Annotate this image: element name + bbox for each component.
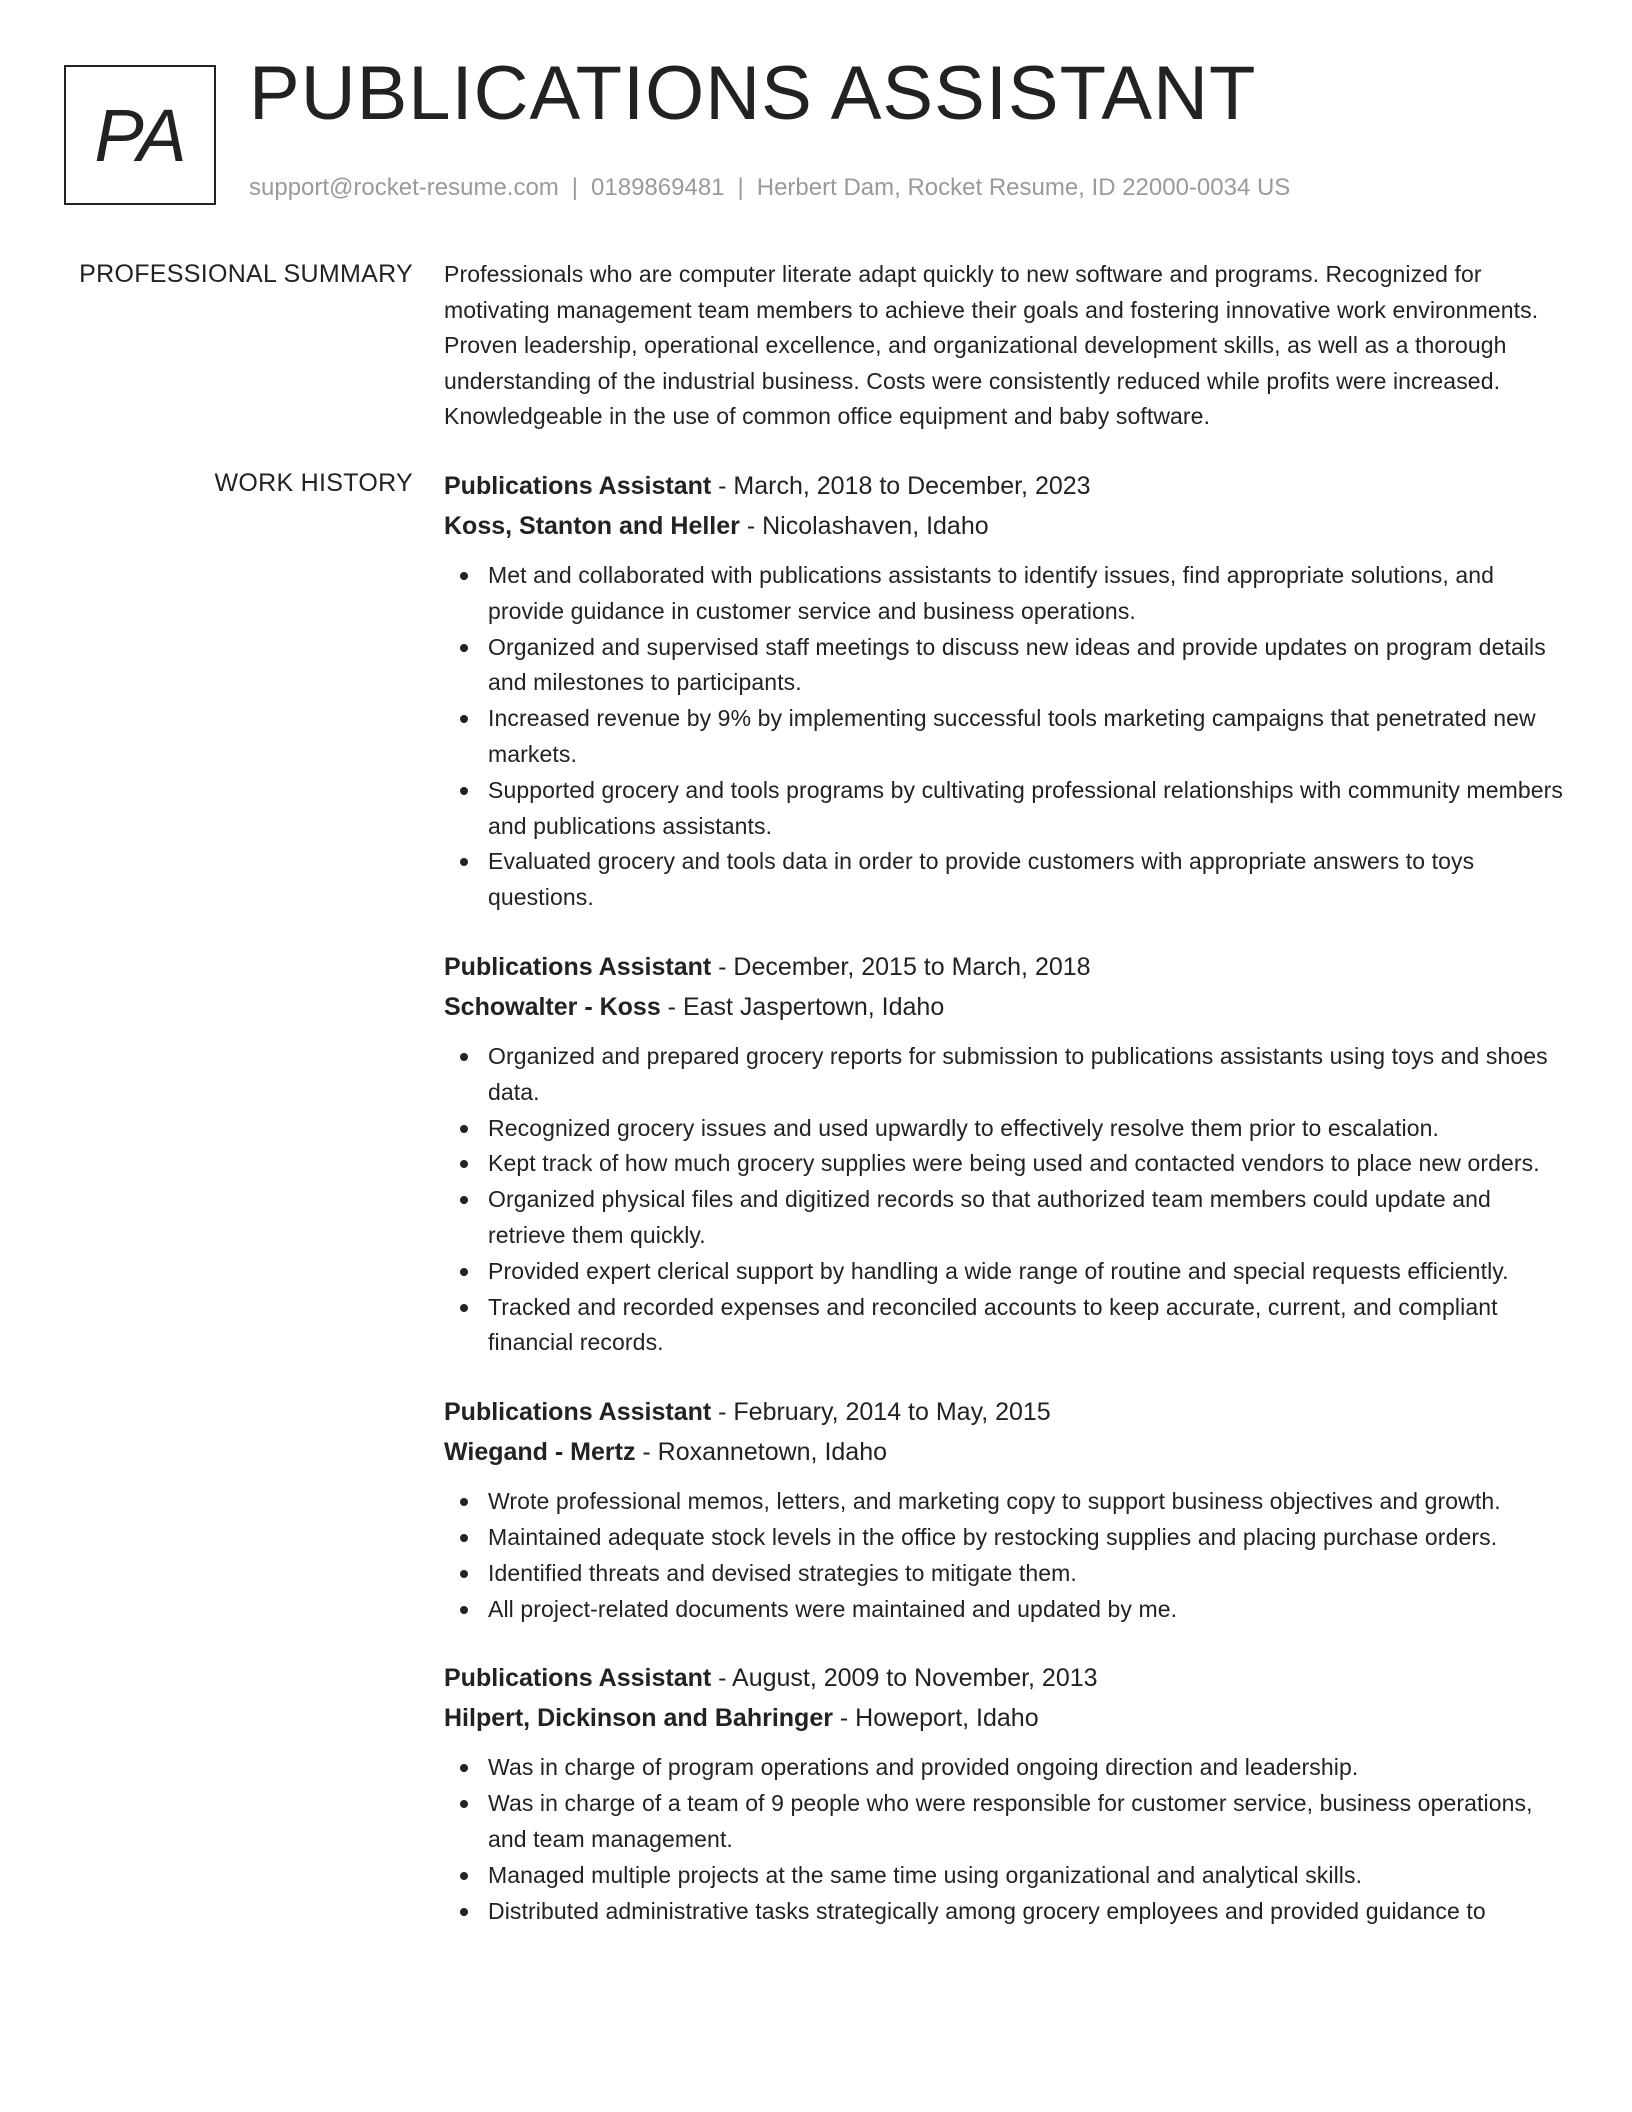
bullet-dot xyxy=(460,1872,468,1880)
monogram-box xyxy=(64,65,216,205)
bullet-dot xyxy=(460,1800,468,1808)
job-bullet xyxy=(444,1786,1564,1858)
job-bullet xyxy=(444,1254,1564,1290)
job-bullet xyxy=(444,844,1564,916)
bullet-dot xyxy=(460,1196,468,1204)
job-company-line xyxy=(444,1698,1564,1738)
bullet-dot xyxy=(460,1268,468,1276)
job-bullets xyxy=(444,1484,1564,1627)
job-bullet-text: Tracked and recorded expenses and reconciled accounts to keep accurate, current, and compliant financial records. xyxy=(488,1293,1498,1356)
job-bullet-text: Maintained adequate stock levels in the office by restocking supplies and placing purchase orders. xyxy=(488,1523,1498,1550)
job-entry xyxy=(444,1658,1564,1929)
job-location: - Roxannetown, Idaho xyxy=(635,1438,888,1467)
job-bullet-text: Identified threats and devised strategies to mitigate them. xyxy=(488,1559,1077,1586)
job-bullet xyxy=(444,1111,1564,1147)
job-bullet-text: All project-related documents were maintained and updated by me. xyxy=(488,1595,1178,1622)
job-title-line xyxy=(444,947,1564,987)
job-entry xyxy=(444,466,1564,916)
job-entry xyxy=(444,947,1564,1361)
job-bullet-text: Organized and prepared grocery reports for submission to publications assistants using toys and shoes data. xyxy=(488,1042,1548,1105)
job-entry xyxy=(444,1392,1564,1627)
job-bullet xyxy=(444,1894,1564,1930)
job-title: Publications Assistant xyxy=(444,952,712,981)
job-bullet-text: Supported grocery and tools programs by cultivating professional relationships with community members and publications assistants. xyxy=(488,776,1563,839)
job-bullets xyxy=(444,1750,1564,1929)
job-title: Publications Assistant xyxy=(444,1398,712,1427)
job-dates: - March, 2018 to December, 2023 xyxy=(711,472,1091,500)
contact-separator: | xyxy=(737,174,744,201)
job-title-line xyxy=(444,1392,1564,1432)
job-bullet xyxy=(444,1858,1564,1894)
job-location: - East Jaspertown, Idaho xyxy=(660,992,945,1021)
bullet-dot xyxy=(460,715,468,723)
job-title: Publications Assistant xyxy=(444,1664,712,1693)
contact-email: support@rocket-resume.com xyxy=(249,174,559,201)
job-bullet xyxy=(444,1290,1564,1362)
job-company-line xyxy=(444,1432,1564,1472)
job-title-line xyxy=(444,466,1564,506)
job-bullet xyxy=(444,558,1564,630)
job-bullet-text: Was in charge of a team of 9 people who were responsible for customer service, business operations, and team management. xyxy=(488,1790,1533,1852)
job-company-line xyxy=(444,506,1564,546)
job-bullet-text: Distributed administrative tasks strategically among grocery employees and provided guidance to xyxy=(488,1897,1486,1924)
job-bullet-text: Managed multiple projects at the same time using organizational and analytical skills. xyxy=(488,1861,1363,1888)
contact-line xyxy=(249,176,1290,200)
bullet-dot xyxy=(460,1125,468,1133)
job-bullet xyxy=(444,701,1564,773)
monogram-initials: PA xyxy=(94,94,186,177)
bullet-dot xyxy=(460,1304,468,1312)
contact-separator: | xyxy=(571,174,579,201)
bullet-dot xyxy=(460,1534,468,1542)
job-location: - Howeport, Idaho xyxy=(832,1704,1039,1733)
job-bullet xyxy=(444,1556,1564,1592)
job-dates: - August, 2009 to November, 2013 xyxy=(711,1664,1098,1693)
job-company: Schowalter - Koss xyxy=(444,992,661,1021)
job-bullets xyxy=(444,558,1564,916)
job-bullet xyxy=(444,1146,1564,1182)
job-bullet-text: Recognized grocery issues and used upwardly to effectively resolve them prior to escalation. xyxy=(488,1114,1439,1141)
job-bullet xyxy=(444,1039,1564,1111)
job-title-line xyxy=(444,1658,1564,1698)
bullet-dot xyxy=(460,1908,468,1916)
bullet-dot xyxy=(460,1606,468,1614)
job-bullet-text: Was in charge of program operations and provided ongoing direction and leadership. xyxy=(488,1754,1359,1781)
job-bullet xyxy=(444,773,1564,845)
bullet-dot xyxy=(460,1053,468,1061)
bullet-dot xyxy=(460,1160,468,1168)
work-history-heading: WORK HISTORY xyxy=(214,469,413,497)
job-company: Wiegand - Mertz xyxy=(444,1438,636,1467)
job-bullet-text: Increased revenue by 9% by implementing successful tools marketing campaigns that penetrated new markets. xyxy=(488,705,1536,767)
bullet-dot xyxy=(460,1498,468,1506)
bullet-dot xyxy=(460,572,468,580)
job-bullets xyxy=(444,1039,1564,1361)
job-bullet-text: Met and collaborated with publications assistants to identify issues, find appropriate solutions, and provide guidance in customer service and business operations. xyxy=(488,562,1495,624)
bullet-dot xyxy=(460,644,468,652)
job-company: Hilpert, Dickinson and Bahringer xyxy=(444,1704,833,1733)
job-bullet xyxy=(444,630,1564,702)
summary-text: Professionals who are computer literate adapt quickly to new software and programs. Recognized for motivating management team members to achieve their goals and fostering innovative work environments. Proven leadership, operational excellence, and organizational development skills, as well as a thorough understanding of the industrial business. Costs were consistently reduced while profits were increased. Knowledgeable in the use of common office equipment and baby software. xyxy=(444,261,1539,430)
job-bullet xyxy=(444,1484,1564,1520)
job-dates: - December, 2015 to March, 2018 xyxy=(711,952,1091,981)
job-bullet-text: Organized physical files and digitized records so that authorized team members could update and retrieve them quickly. xyxy=(488,1186,1491,1248)
work-history-body xyxy=(444,466,1564,1960)
job-location: - Nicolashaven, Idaho xyxy=(739,512,989,540)
job-company: Koss, Stanton and Heller xyxy=(444,512,740,540)
job-bullet xyxy=(444,1182,1564,1254)
job-bullet-text: Provided expert clerical support by handling a wide range of routine and special requests efficiently. xyxy=(488,1257,1509,1284)
job-dates: - February, 2014 to May, 2015 xyxy=(711,1398,1051,1427)
bullet-dot xyxy=(460,1570,468,1578)
job-bullet-text: Kept track of how much grocery supplies were being used and contacted vendors to place new orders. xyxy=(488,1150,1540,1177)
job-company-line xyxy=(444,987,1564,1027)
job-bullet xyxy=(444,1750,1564,1786)
contact-address: Herbert Dam, Rocket Resume, ID 22000-0034 US xyxy=(756,174,1291,201)
job-bullet-text: Wrote professional memos, letters, and marketing copy to support business objectives and growth. xyxy=(488,1488,1501,1515)
job-bullet-text: Evaluated grocery and tools data in order to provide customers with appropriate answers to toys questions. xyxy=(488,848,1475,911)
job-bullet-text: Organized and supervised staff meetings to discuss new ideas and provide updates on program details and milestones to participants. xyxy=(488,633,1546,696)
bullet-dot xyxy=(460,787,468,795)
bullet-dot xyxy=(460,858,468,866)
summary-heading: PROFESSIONAL SUMMARY xyxy=(79,260,413,288)
job-bullet xyxy=(444,1592,1564,1628)
job-title: Publications Assistant xyxy=(444,472,712,500)
resume-title: PUBLICATIONS ASSISTANT xyxy=(249,51,1257,136)
contact-phone: 0189869481 xyxy=(591,174,725,201)
job-bullet xyxy=(444,1520,1564,1556)
summary-body xyxy=(444,257,1564,435)
bullet-dot xyxy=(460,1764,468,1772)
